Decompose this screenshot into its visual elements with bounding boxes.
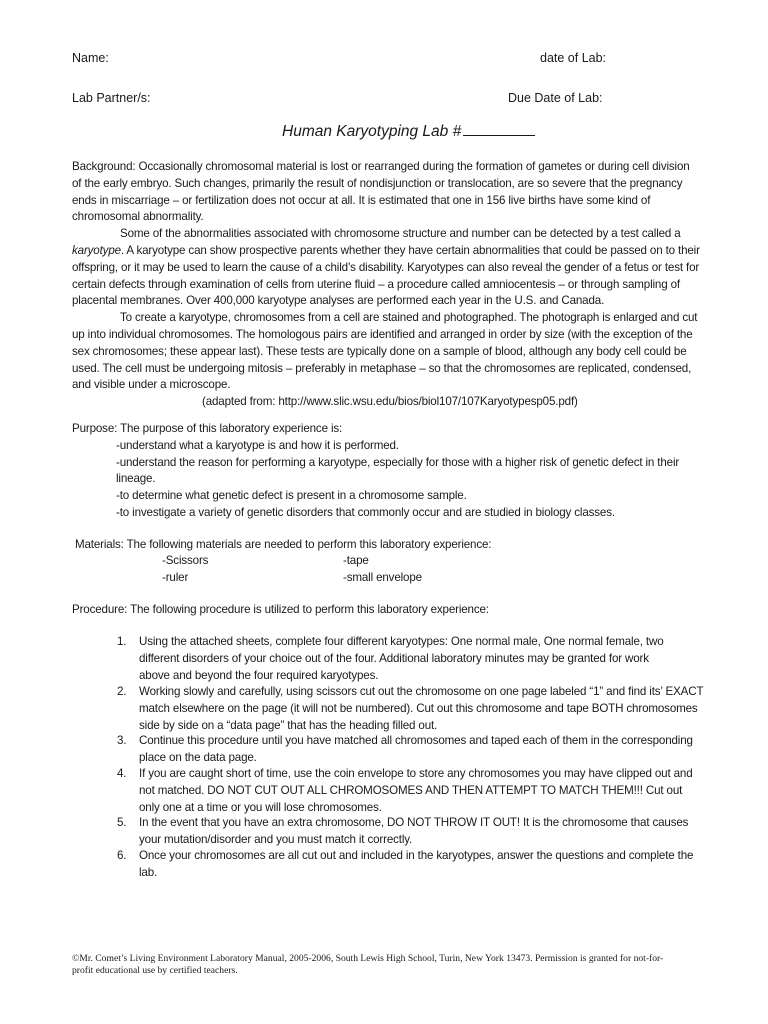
name-label: Name: <box>72 51 109 65</box>
title-text: Human Karyotyping Lab # <box>282 123 462 140</box>
background-line: karyotype. A karyotype can show prospective parents whether they have certain abnormalities that could be passed on to their <box>72 243 700 257</box>
copyright-footer: ©Mr. Comet’s Living Environment Laboratory Manual, 2005-2006, South Lewis High School, Turin, New York 13473. Permission is granted for not-for- profit educational use by certified teachers. <box>72 953 664 976</box>
procedure-step: Working slowly and carefully, using scissors cut out the chromosome on one page labeled “1” and find its’ EXACT match elsewhere on the page (it will not be numbered). Cut out this chromosome and tape BOTH chromosomes side by side on a “data page” that has the heading filled out. <box>139 685 704 732</box>
document-title <box>282 123 535 141</box>
background-line: certain defects through examination of cells from uterine fluid – a procedure called amniocentesis – or through sampling of <box>72 277 680 291</box>
purpose-section <box>72 421 708 522</box>
background-line: Background: Occasionally chromosomal material is lost or rearranged during the formation of gametes or during cell division <box>72 160 690 173</box>
purpose-item: -understand what a karyotype is and how it is performed. <box>116 438 399 452</box>
background-line: placental membranes. Over 400,000 karyotype analyses are performed each year in the U.S. and Canada. <box>72 294 605 308</box>
background-line: offspring, or it may be used to learn the cause of a child’s disability. Karyotypes can also reveal the gender of a fetus or test for <box>72 260 700 274</box>
step-number: 6. <box>117 849 127 862</box>
step-number: 3. <box>117 734 127 747</box>
material-ruler: -ruler <box>162 571 189 584</box>
procedure-step: If you are caught short of time, use the coin envelope to store any chromosomes you may have clipped out and not matched. DO NOT CUT OUT ALL CHROMOSOMES AND THEN ATTEMPT TO MATCH THEM!!! Cut out only one at a time or you will lose chromosomes. <box>139 767 693 814</box>
purpose-item: -to determine what genetic defect is present in a chromosome sample. <box>116 489 467 503</box>
citation: (adapted from: http://www.slic.wsu.edu/bios/biol107/107Karyotypesp05.pdf) <box>202 395 578 409</box>
material-envelope: -small envelope <box>343 571 422 584</box>
procedure-intro: Procedure: The following procedure is utilized to perform this laboratory experience: <box>72 603 489 616</box>
lab-partner-label: Lab Partner/s: <box>72 91 151 105</box>
procedure-step: Continue this procedure until you have matched all chromosomes and taped each of them in the corresponding place on the data page. <box>139 734 693 764</box>
background-line: chromosomal abnormality. <box>72 210 204 224</box>
purpose-intro: Purpose: The purpose of this laboratory experience is: <box>72 422 343 435</box>
background-line: up into individual chromosomes. The homologous pairs are identified and arranged in order by size (with the exception of the <box>72 327 693 341</box>
karyotype-term: karyotype <box>72 243 121 257</box>
due-date-label: Due Date of Lab: <box>508 91 603 105</box>
background-line: used. The cell must be undergoing mitosis – preferably in metaphase – so that the chromosomes are replicated, condensed, <box>72 361 692 375</box>
date-of-lab-label: date of Lab: <box>540 51 607 65</box>
purpose-item: -understand the reason for performing a karyotype, especially for those with a higher risk of genetic defect in their <box>116 455 680 469</box>
procedure-step: Once your chromosomes are all cut out and included in the karyotypes, answer the questions and complete the lab. <box>139 849 694 879</box>
background-section <box>72 159 708 411</box>
background-line: Some of the abnormalities associated with chromosome structure and number can be detected by a test called a <box>120 227 681 241</box>
material-scissors: -Scissors <box>162 554 209 567</box>
background-line: and visible under a microscope. <box>72 378 231 392</box>
background-line: To create a karyotype, chromosomes from a cell are stained and photographed. The photograph is enlarged and cut <box>120 311 698 325</box>
step-number: 1. <box>117 635 127 648</box>
material-tape: -tape <box>343 554 369 567</box>
step-number: 5. <box>117 816 127 829</box>
background-line: sex chromosomes; these appear last). These tests are typically done on a sample of blood, although any body cell could be <box>72 344 687 358</box>
step-number: 2. <box>117 685 127 698</box>
background-line: of the early embryo. Such changes, primarily the result of nondisjunction or translocation, are so severe that the pregnancy <box>72 176 683 190</box>
materials-intro: Materials: The following materials are needed to perform this laboratory experience: <box>75 538 492 551</box>
background-line: ends in miscarriage – or fertilization does not occur at all. It is estimated that one in 156 live births have some kind of <box>72 193 651 207</box>
procedure-step: Using the attached sheets, complete four different karyotypes: One normal male, One normal female, two different disorders of your choice out of the four. Additional laboratory minutes may be granted for work above and beyond the four required karyotypes. <box>139 635 664 682</box>
step-number: 4. <box>117 767 127 780</box>
procedure-step: In the event that you have an extra chromosome, DO NOT THROW IT OUT! It is the chromosome that causes your mutation/disorder and you must match it correctly. <box>139 816 689 846</box>
title-blank-line <box>463 123 535 136</box>
purpose-item: lineage. <box>116 472 156 486</box>
purpose-item: -to investigate a variety of genetic disorders that commonly occur and are studied in biology classes. <box>116 505 615 519</box>
